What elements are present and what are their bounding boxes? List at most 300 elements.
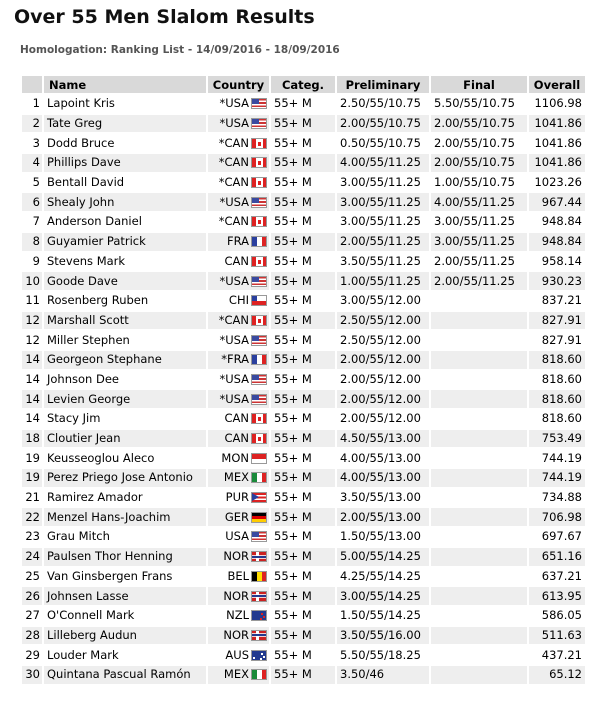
results-table xyxy=(20,74,587,686)
category-cell: 55+ M xyxy=(271,469,335,487)
overall-cell: 948.84 xyxy=(529,233,585,251)
rank-cell: 26 xyxy=(22,587,42,605)
country-code: *CAN xyxy=(218,214,249,229)
country-cell xyxy=(208,489,269,507)
final-cell: 3.00/55/11.25 xyxy=(434,214,515,229)
pur-flag-icon xyxy=(251,492,267,503)
country-code: BEL xyxy=(227,568,249,583)
table-row xyxy=(22,253,585,271)
final-cell: 2.00/55/11.25 xyxy=(431,272,527,290)
country-code: *CAN xyxy=(218,312,249,327)
name-cell: Georgeon Stephane xyxy=(44,351,206,369)
category-cell: 55+ M xyxy=(274,293,312,308)
overall-cell: 586.05 xyxy=(541,608,582,623)
category-cell: 55+ M xyxy=(271,430,335,448)
nor-flag-icon xyxy=(251,630,267,641)
country-cell xyxy=(208,312,269,330)
overall-header: Overall xyxy=(529,76,585,93)
table-row xyxy=(22,449,585,467)
preliminary-cell: 4.00/55/11.25 xyxy=(337,154,429,172)
rank-cell: 28 xyxy=(22,627,42,645)
rank-cell: 22 xyxy=(22,508,42,526)
country-code: NOR xyxy=(223,549,249,564)
rank-cell: 23 xyxy=(25,529,40,544)
country-cell xyxy=(208,95,269,113)
overall-cell: 65.12 xyxy=(529,666,585,684)
rank-cell: 14 xyxy=(22,351,42,369)
country-code: MEX xyxy=(223,667,249,682)
final-cell: 4.00/55/11.25 xyxy=(431,193,527,211)
overall-cell: 613.95 xyxy=(529,587,585,605)
rank-cell: 27 xyxy=(25,608,40,623)
nor-flag-icon xyxy=(251,591,267,602)
chi-flag-icon xyxy=(251,295,267,306)
fra-flag-icon xyxy=(251,236,267,247)
final-cell xyxy=(431,469,527,487)
table-row xyxy=(22,351,585,369)
category-cell: 55+ M xyxy=(271,351,335,369)
rank-cell: 25 xyxy=(25,568,40,583)
country-code: *USA xyxy=(219,332,249,347)
can-flag-icon xyxy=(251,315,267,326)
preliminary-cell: 2.00/55/12.00 xyxy=(337,390,429,408)
name-cell: Lapoint Kris xyxy=(47,96,115,111)
country-code: *CAN xyxy=(218,135,249,150)
country-cell xyxy=(208,548,269,566)
preliminary-cell: 2.50/55/12.00 xyxy=(337,312,429,330)
mex-flag-icon xyxy=(251,669,267,680)
category-cell: 55+ M xyxy=(271,548,335,566)
name-cell: Bentall David xyxy=(47,175,125,190)
country-header: Country xyxy=(208,76,269,93)
overall-cell: 1041.86 xyxy=(534,135,582,150)
table-row xyxy=(22,587,585,605)
name-cell: Ramirez Amador xyxy=(47,490,143,505)
usa-flag-icon xyxy=(251,118,267,129)
name-cell: Guyamier Patrick xyxy=(44,233,206,251)
name-header: Name xyxy=(44,76,206,93)
country-code: *USA xyxy=(219,391,249,406)
final-cell xyxy=(431,666,527,684)
rank-cell: 1 xyxy=(32,96,40,111)
country-code: FRA xyxy=(226,234,249,249)
preliminary-cell: 2.00/55/12.00 xyxy=(340,371,421,386)
country-code: PUR xyxy=(225,490,249,505)
final-cell xyxy=(431,371,527,389)
table-row xyxy=(22,292,585,310)
country-cell xyxy=(208,469,269,487)
rank-cell: 12 xyxy=(25,332,40,347)
overall-cell: 958.14 xyxy=(541,253,582,268)
name-cell: Dodd Bruce xyxy=(47,135,115,150)
category-cell: 55+ M xyxy=(274,371,312,386)
table-row xyxy=(22,154,585,172)
country-code: *CAN xyxy=(218,175,249,190)
rank-cell: 30 xyxy=(22,666,42,684)
table-row xyxy=(22,371,585,389)
category-cell: 55+ M xyxy=(274,96,312,111)
rank-cell: 10 xyxy=(22,272,42,290)
overall-cell: 818.60 xyxy=(541,411,582,426)
final-cell xyxy=(431,331,527,349)
final-cell: 3.00/55/11.25 xyxy=(431,233,527,251)
category-cell: 55+ M xyxy=(271,508,335,526)
category-cell: 55+ M xyxy=(274,450,312,465)
preliminary-cell: 5.50/55/18.25 xyxy=(340,647,421,662)
rank-cell: 6 xyxy=(22,193,42,211)
country-cell xyxy=(208,587,269,605)
final-cell xyxy=(431,508,527,526)
country-cell xyxy=(208,568,269,586)
category-cell: 55+ M xyxy=(271,233,335,251)
country-cell xyxy=(208,528,269,546)
name-cell: Menzel Hans-Joachim xyxy=(44,508,206,526)
category-cell: 55+ M xyxy=(271,272,335,290)
overall-cell: 818.60 xyxy=(529,390,585,408)
preliminary-cell: 1.50/55/13.00 xyxy=(340,529,421,544)
country-code: USA xyxy=(225,529,249,544)
final-cell: 2.00/55/10.75 xyxy=(431,115,527,133)
name-cell: Stacy Jim xyxy=(47,411,101,426)
rank-cell: 9 xyxy=(32,253,40,268)
final-cell xyxy=(431,390,527,408)
rank-cell: 24 xyxy=(22,548,42,566)
final-cell: 2.00/55/10.75 xyxy=(431,154,527,172)
category-cell: 55+ M xyxy=(274,135,312,150)
usa-flag-icon xyxy=(251,98,267,109)
mex-flag-icon xyxy=(251,472,267,483)
country-cell xyxy=(208,233,269,251)
preliminary-cell: 2.00/55/10.75 xyxy=(337,115,429,133)
preliminary-cell: 3.50/55/16.00 xyxy=(337,627,429,645)
rank-cell: 2 xyxy=(22,115,42,133)
category-cell: 55+ M xyxy=(274,647,312,662)
name-cell: Tate Greg xyxy=(44,115,206,133)
table-row xyxy=(22,666,585,684)
name-cell: Phillips Dave xyxy=(44,154,206,172)
table-row xyxy=(22,272,585,290)
final-cell xyxy=(431,528,527,546)
country-cell xyxy=(208,253,269,271)
rank-cell: 21 xyxy=(25,490,40,505)
preliminary-cell: 1.00/55/11.25 xyxy=(337,272,429,290)
can-flag-icon xyxy=(251,157,267,168)
usa-flag-icon xyxy=(251,394,267,405)
country-cell xyxy=(208,115,269,133)
category-cell: 55+ M xyxy=(274,529,312,544)
rank-cell: 8 xyxy=(22,233,42,251)
table-row xyxy=(22,646,585,664)
category-cell: 55+ M xyxy=(271,390,335,408)
preliminary-cell: 3.50/46 xyxy=(337,666,429,684)
table-row xyxy=(22,233,585,251)
overall-cell: 967.44 xyxy=(529,193,585,211)
overall-cell: 948.84 xyxy=(541,214,582,229)
table-row xyxy=(22,410,585,428)
rank-cell: 11 xyxy=(25,293,40,308)
name-cell: Lilleberg Audun xyxy=(44,627,206,645)
table-row xyxy=(22,331,585,349)
final-cell xyxy=(431,587,527,605)
rank-cell: 5 xyxy=(32,175,40,190)
category-cell: 55+ M xyxy=(271,193,335,211)
category-cell: 55+ M xyxy=(274,490,312,505)
rank-cell: 4 xyxy=(22,154,42,172)
name-cell: Johnsen Lasse xyxy=(44,587,206,605)
preliminary-cell: 4.25/55/14.25 xyxy=(340,568,421,583)
name-cell: Goode Dave xyxy=(44,272,206,290)
table-row xyxy=(22,548,585,566)
country-cell xyxy=(208,607,269,625)
category-cell: 55+ M xyxy=(271,312,335,330)
table-row xyxy=(22,528,585,546)
rank-cell: 19 xyxy=(22,469,42,487)
category-cell: 55+ M xyxy=(274,175,312,190)
final-cell xyxy=(431,292,527,310)
country-code: CAN xyxy=(224,411,249,426)
name-cell: O'Connell Mark xyxy=(47,608,135,623)
rank-cell: 14 xyxy=(25,371,40,386)
final-cell: 5.50/55/10.75 xyxy=(434,96,515,111)
table-row xyxy=(22,312,585,330)
final-cell: 2.00/55/10.75 xyxy=(434,135,515,150)
table-row xyxy=(22,390,585,408)
name-cell: Miller Stephen xyxy=(47,332,130,347)
table-row xyxy=(22,213,585,231)
country-code: *USA xyxy=(219,116,249,131)
country-code: MON xyxy=(221,450,249,465)
rank-cell: 3 xyxy=(32,135,40,150)
overall-cell: 827.91 xyxy=(541,332,582,347)
final-cell xyxy=(431,548,527,566)
table-row xyxy=(22,174,585,192)
name-cell: Louder Mark xyxy=(47,647,119,662)
overall-cell: 734.88 xyxy=(541,490,582,505)
name-cell: Perez Priego Jose Antonio xyxy=(44,469,206,487)
country-cell xyxy=(208,272,269,290)
overall-cell: 837.21 xyxy=(541,293,582,308)
category-cell: 55+ M xyxy=(271,627,335,645)
nzl-flag-icon xyxy=(251,610,267,621)
preliminary-cell: 3.00/55/12.00 xyxy=(340,293,421,308)
rank-header xyxy=(22,76,42,93)
overall-cell: 437.21 xyxy=(541,647,582,662)
rank-cell: 12 xyxy=(22,312,42,330)
usa-flag-icon xyxy=(251,276,267,287)
table-row xyxy=(22,489,585,507)
category-cell: 55+ M xyxy=(274,214,312,229)
overall-cell: 818.60 xyxy=(529,351,585,369)
final-cell xyxy=(431,489,527,507)
table-row xyxy=(22,568,585,586)
country-cell xyxy=(208,390,269,408)
country-cell xyxy=(208,213,269,231)
final-cell: 2.00/55/11.25 xyxy=(434,253,515,268)
name-cell: Levien George xyxy=(44,390,206,408)
name-cell: Stevens Mark xyxy=(47,253,126,268)
overall-cell: 818.60 xyxy=(541,371,582,386)
nor-flag-icon xyxy=(251,551,267,562)
preliminary-cell: 2.00/55/12.00 xyxy=(337,351,429,369)
ger-flag-icon xyxy=(251,512,267,523)
overall-cell: 753.49 xyxy=(529,430,585,448)
overall-cell: 511.63 xyxy=(529,627,585,645)
category-cell: 55+ M xyxy=(271,666,335,684)
country-cell xyxy=(208,331,269,349)
table-header-row xyxy=(22,76,585,93)
can-flag-icon xyxy=(251,256,267,267)
category-cell: 55+ M xyxy=(274,411,312,426)
name-cell: Johnson Dee xyxy=(47,371,119,386)
overall-cell: 744.19 xyxy=(529,469,585,487)
preliminary-header: Preliminary xyxy=(337,76,429,93)
name-cell: Anderson Daniel xyxy=(47,214,142,229)
country-code: *USA xyxy=(219,194,249,209)
country-cell xyxy=(208,134,269,152)
country-code: NOR xyxy=(223,627,249,642)
name-cell: Rosenberg Ruben xyxy=(47,293,149,308)
rank-cell: 19 xyxy=(25,450,40,465)
name-cell: Keusseoglou Aleco xyxy=(47,450,155,465)
preliminary-cell: 5.00/55/14.25 xyxy=(337,548,429,566)
overall-cell: 1106.98 xyxy=(534,96,582,111)
table-row xyxy=(22,627,585,645)
table-row xyxy=(22,607,585,625)
country-cell xyxy=(208,193,269,211)
country-cell xyxy=(208,627,269,645)
results-body xyxy=(22,95,585,684)
country-cell xyxy=(208,351,269,369)
name-cell: Cloutier Jean xyxy=(44,430,206,448)
category-cell: 55+ M xyxy=(271,154,335,172)
table-row xyxy=(22,430,585,448)
final-cell xyxy=(431,568,527,586)
country-code: CAN xyxy=(224,253,249,268)
country-code: MEX xyxy=(223,470,249,485)
preliminary-cell: 0.50/55/10.75 xyxy=(340,135,421,150)
country-cell xyxy=(208,174,269,192)
overall-cell: 697.67 xyxy=(541,529,582,544)
overall-cell: 827.91 xyxy=(529,312,585,330)
country-cell xyxy=(208,666,269,684)
preliminary-cell: 3.50/55/13.00 xyxy=(340,490,421,505)
rank-cell: 14 xyxy=(22,390,42,408)
name-cell: Shealy John xyxy=(44,193,206,211)
category-cell: 55+ M xyxy=(271,115,335,133)
preliminary-cell: 4.00/55/13.00 xyxy=(340,450,421,465)
rank-cell: 14 xyxy=(25,411,40,426)
fra-flag-icon xyxy=(251,354,267,365)
country-code: CHI xyxy=(228,293,249,308)
overall-cell: 930.23 xyxy=(529,272,585,290)
final-header: Final xyxy=(431,76,527,93)
can-flag-icon xyxy=(251,177,267,188)
overall-cell: 744.19 xyxy=(541,450,582,465)
rank-cell: 18 xyxy=(22,430,42,448)
final-cell xyxy=(431,646,527,664)
country-code: CAN xyxy=(224,431,249,446)
category-cell: 55+ M xyxy=(274,253,312,268)
category-cell: 55+ M xyxy=(274,332,312,347)
overall-cell: 637.21 xyxy=(541,568,582,583)
preliminary-cell: 4.50/55/13.00 xyxy=(337,430,429,448)
final-cell xyxy=(431,351,527,369)
preliminary-cell: 2.00/55/12.00 xyxy=(340,411,421,426)
final-cell xyxy=(431,430,527,448)
table-row xyxy=(22,95,585,113)
preliminary-cell: 1.50/55/14.25 xyxy=(340,608,421,623)
overall-cell: 1023.26 xyxy=(534,175,582,190)
preliminary-cell: 3.50/55/11.25 xyxy=(340,253,421,268)
table-row xyxy=(22,469,585,487)
can-flag-icon xyxy=(251,138,267,149)
country-code: NZL xyxy=(226,608,249,623)
category-header: Categ. xyxy=(271,76,335,93)
country-cell xyxy=(208,292,269,310)
overall-cell: 1041.86 xyxy=(529,154,585,172)
country-code: *USA xyxy=(219,273,249,288)
preliminary-cell: 2.00/55/11.25 xyxy=(337,233,429,251)
preliminary-cell: 3.00/55/11.25 xyxy=(340,214,421,229)
name-cell: Marshall Scott xyxy=(44,312,206,330)
preliminary-cell: 2.50/55/12.00 xyxy=(340,332,421,347)
final-cell: 1.00/55/10.75 xyxy=(434,175,515,190)
country-code: NOR xyxy=(223,588,249,603)
can-flag-icon xyxy=(251,216,267,227)
final-cell xyxy=(431,627,527,645)
table-row xyxy=(22,508,585,526)
country-code: *USA xyxy=(219,96,249,111)
overall-cell: 706.98 xyxy=(529,508,585,526)
name-cell: Van Ginsbergen Frans xyxy=(47,568,173,583)
overall-cell: 651.16 xyxy=(529,548,585,566)
country-code: *USA xyxy=(219,371,249,386)
preliminary-cell: 3.00/55/11.25 xyxy=(337,193,429,211)
can-flag-icon xyxy=(251,433,267,444)
name-cell: Quintana Pascual Ramón xyxy=(44,666,206,684)
final-cell xyxy=(431,312,527,330)
overall-cell: 1041.86 xyxy=(529,115,585,133)
usa-flag-icon xyxy=(251,374,267,385)
final-cell xyxy=(431,607,527,625)
page-title: Over 55 Men Slalom Results xyxy=(14,6,315,28)
aus-flag-icon xyxy=(251,650,267,661)
final-cell xyxy=(431,410,527,428)
country-cell xyxy=(208,646,269,664)
preliminary-cell: 3.00/55/14.25 xyxy=(337,587,429,605)
category-cell: 55+ M xyxy=(274,608,312,623)
country-cell xyxy=(208,371,269,389)
rank-cell: 29 xyxy=(25,647,40,662)
country-code: *FRA xyxy=(221,352,249,367)
rank-cell: 7 xyxy=(32,214,40,229)
usa-flag-icon xyxy=(251,531,267,542)
table-row xyxy=(22,115,585,133)
category-cell: 55+ M xyxy=(271,587,335,605)
bel-flag-icon xyxy=(251,571,267,582)
preliminary-cell: 2.00/55/13.00 xyxy=(337,508,429,526)
country-cell xyxy=(208,430,269,448)
category-cell: 55+ M xyxy=(274,568,312,583)
usa-flag-icon xyxy=(251,197,267,208)
country-cell xyxy=(208,508,269,526)
preliminary-cell: 4.00/55/13.00 xyxy=(337,469,429,487)
mon-flag-icon xyxy=(251,453,267,464)
country-code: AUS xyxy=(225,647,249,662)
preliminary-cell: 3.00/55/11.25 xyxy=(340,175,421,190)
country-cell xyxy=(208,449,269,467)
table-row xyxy=(22,134,585,152)
